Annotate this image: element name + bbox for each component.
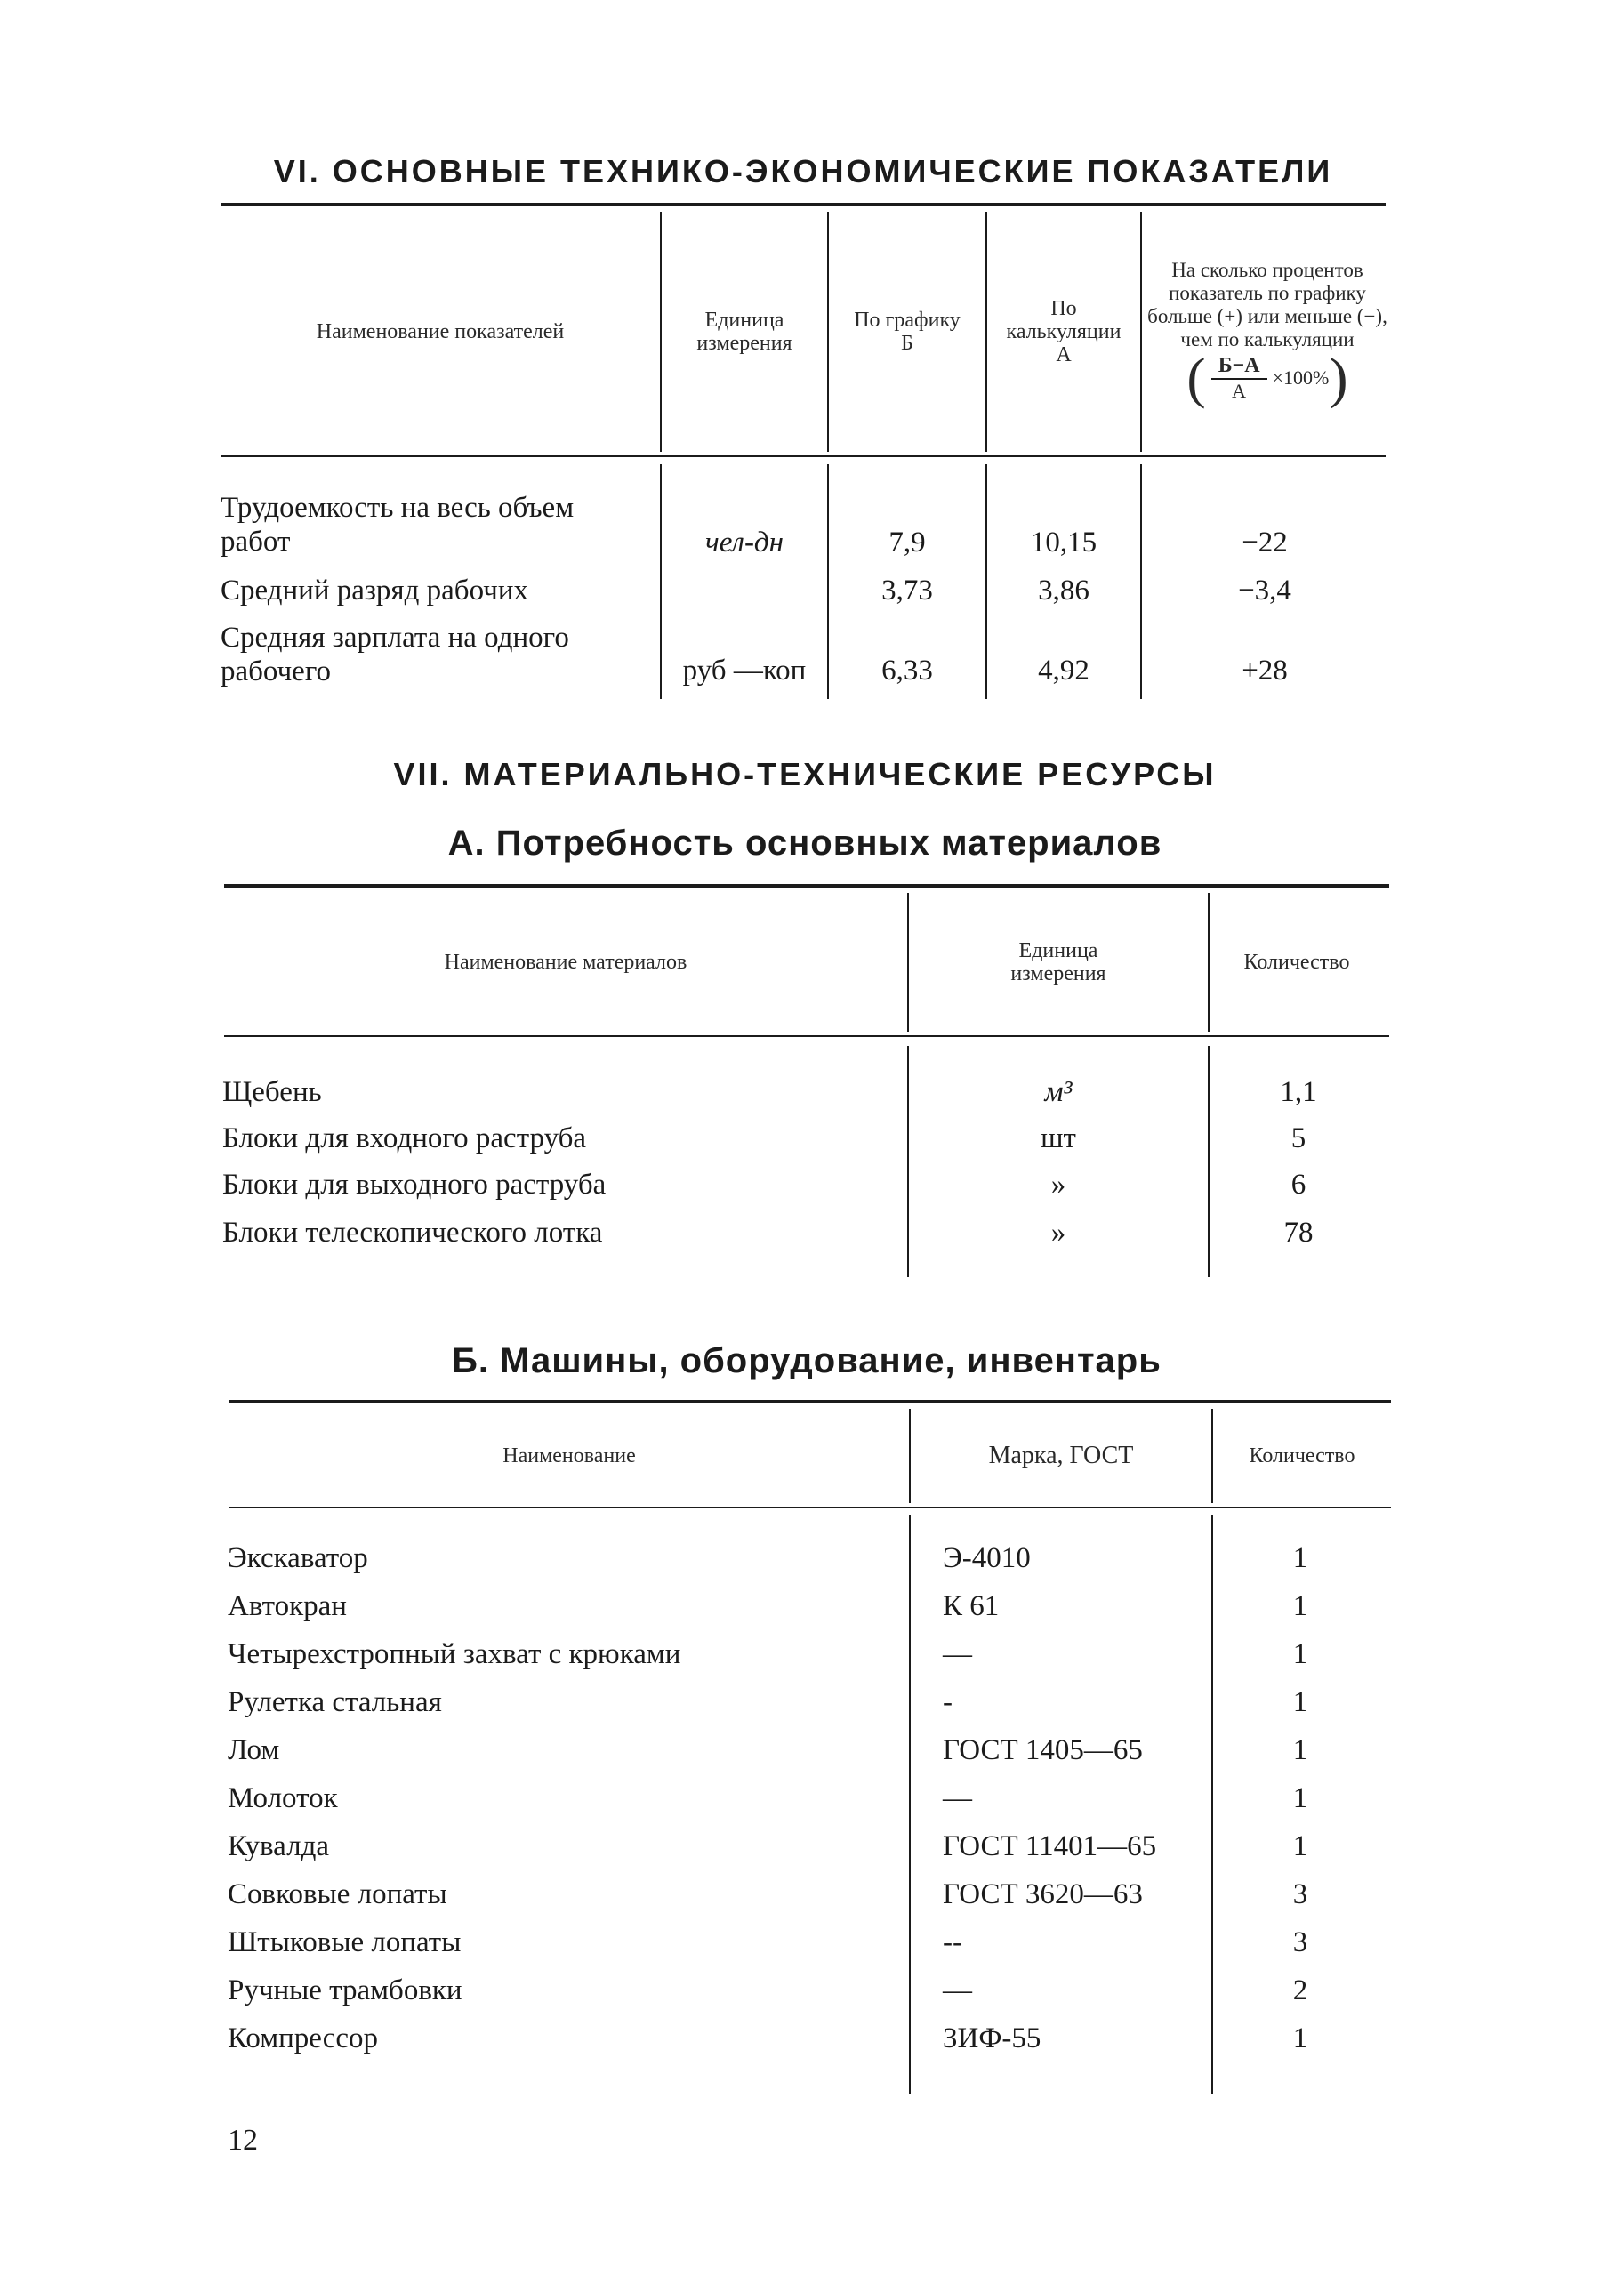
row-label: Компрессор [228, 2022, 379, 2054]
row-qty [1213, 1731, 1387, 1770]
formula-paren: ) [1329, 346, 1348, 409]
mark-value: ГОСТ 1405—65 [943, 1734, 1143, 1766]
header-label: На сколько процентов показатель по графику больше (+) или меньше (−), чем по калькуляции [1147, 259, 1387, 350]
row-unit [909, 1073, 1208, 1112]
table-row [222, 1119, 898, 1158]
row-percent [1142, 651, 1387, 690]
table-a-col-divider [1208, 893, 1210, 1032]
row-label: Экскаватор [228, 1542, 368, 1574]
header-label: Единица измерения [696, 309, 792, 355]
header-label: Марка, ГОСТ [988, 1442, 1134, 1469]
schedule-value: 3,73 [881, 575, 933, 607]
row-qty [1213, 1779, 1387, 1818]
row-mark [943, 1587, 1210, 1626]
calc-value: 4,92 [1038, 655, 1089, 687]
schedule-value: 6,33 [881, 655, 933, 687]
mark-value: — [943, 1782, 972, 1814]
schedule-value: 7,9 [888, 527, 926, 559]
table-b-col-divider [1211, 1409, 1213, 1503]
row-qty [1213, 1827, 1387, 1866]
table-a-header-unit [987, 893, 1130, 1032]
row-qty [1213, 1635, 1387, 1674]
header-label: Наименование материалов [444, 951, 687, 974]
row-qty [1210, 1213, 1387, 1252]
unit-value: руб —коп [682, 655, 807, 687]
row-unit [909, 1165, 1208, 1204]
percent-value: −3,4 [1238, 575, 1291, 607]
table-vi-col-divider [985, 212, 987, 452]
subsection-a-title: А. Потребность основных материалов [447, 824, 1162, 863]
calc-value: 3,86 [1038, 575, 1089, 607]
unit-value: » [1050, 1217, 1066, 1249]
header-label: По графику Б [854, 309, 961, 355]
row-mark [943, 2019, 1210, 2058]
calc-value: 10,15 [1030, 527, 1097, 559]
row-percent [1142, 571, 1387, 610]
row-label: Блоки телескопического лотка [222, 1217, 603, 1249]
row-qty [1210, 1165, 1387, 1204]
table-row [228, 1683, 904, 1722]
header-label: По калькуляции А [1006, 297, 1122, 366]
formula-denominator: А [1232, 380, 1247, 402]
table-a-header-name [224, 893, 907, 1032]
qty-value: 1 [1292, 1590, 1308, 1622]
qty-value: 3 [1292, 1926, 1308, 1958]
qty-value: 1 [1292, 1638, 1308, 1670]
row-qty [1213, 1875, 1387, 1914]
row-mark [943, 1731, 1210, 1770]
header-label: Количество [1249, 1444, 1355, 1467]
table-row [228, 1827, 904, 1866]
row-label: Ручные трамбовки [228, 1974, 462, 2006]
row-label: Совковые лопаты [228, 1878, 447, 1910]
table-b-header-name [229, 1409, 909, 1503]
table-row [228, 1635, 904, 1674]
mark-value: - [943, 1686, 953, 1718]
section-vii-title: VII. МАТЕРИАЛЬНО-ТЕХНИЧЕСКИЕ РЕСУРСЫ [393, 756, 1217, 792]
qty-value: 1 [1292, 1782, 1308, 1814]
qty-value: 1 [1292, 1734, 1308, 1766]
formula-numerator: Б−А [1211, 353, 1267, 380]
row-label: Трудоемкость на весь объем работ [221, 492, 575, 558]
table-row [228, 2019, 904, 2058]
unit-value: шт [1041, 1122, 1076, 1154]
table-row [221, 487, 647, 562]
row-qty [1213, 2019, 1387, 2058]
table-vi-header-rule [221, 455, 1386, 457]
formula-fraction [1211, 353, 1267, 403]
subsection-b-title: Б. Машины, оборудование, инвентарь [452, 1341, 1162, 1380]
qty-value: 1,1 [1280, 1076, 1317, 1108]
qty-value: 1 [1292, 1542, 1308, 1574]
row-qty [1213, 1971, 1387, 2010]
row-label: Молоток [228, 1782, 338, 1814]
table-row [228, 1971, 904, 2010]
unit-value: » [1050, 1169, 1066, 1201]
table-a-header-rule [224, 1035, 1389, 1037]
table-vi-header-calc [1003, 212, 1124, 452]
row-mark [943, 1635, 1210, 1674]
table-vi-header-schedule [847, 212, 968, 452]
row-qty [1210, 1073, 1387, 1112]
mark-value: К 61 [943, 1590, 1000, 1622]
table-row [222, 1213, 898, 1252]
row-mark [943, 1827, 1210, 1866]
row-label: Щебень [222, 1076, 322, 1108]
row-calc [987, 571, 1140, 610]
table-vi-top-rule [221, 203, 1386, 206]
table-row [222, 1073, 898, 1112]
page-number: 12 [228, 2124, 258, 2157]
mark-value: ГОСТ 11401—65 [943, 1830, 1157, 1862]
table-row [222, 1165, 898, 1204]
header-label: Наименование [502, 1444, 636, 1467]
table-row [228, 1539, 904, 1578]
row-mark [943, 1779, 1210, 1818]
percent-value: +28 [1242, 655, 1288, 687]
row-calc [987, 523, 1140, 562]
row-unit [662, 523, 827, 562]
table-row [228, 1587, 904, 1626]
row-unit [909, 1213, 1208, 1252]
row-unit [909, 1119, 1208, 1158]
table-b-header-mark [911, 1409, 1211, 1503]
row-qty [1210, 1119, 1387, 1158]
percent-formula [1186, 346, 1348, 409]
row-label: Штыковые лопаты [228, 1926, 462, 1958]
qty-value: 78 [1283, 1217, 1314, 1249]
row-qty [1213, 1539, 1387, 1578]
qty-value: 5 [1290, 1122, 1306, 1154]
mark-value: ГОСТ 3620—63 [943, 1878, 1143, 1910]
table-vi-col-divider [827, 212, 829, 452]
qty-value: 1 [1292, 2022, 1308, 2054]
row-percent [1142, 523, 1387, 562]
percent-value: −22 [1242, 527, 1288, 559]
table-vi-header-name [221, 212, 660, 452]
table-row [228, 1875, 904, 1914]
mark-value: -- [943, 1926, 962, 1958]
row-label: Рулетка стальная [228, 1686, 442, 1718]
table-b-header-rule [229, 1507, 1391, 1508]
qty-value: 6 [1290, 1169, 1306, 1201]
qty-value: 3 [1292, 1878, 1308, 1910]
unit-value: м³ [1044, 1076, 1073, 1108]
table-b-header-qty [1249, 1409, 1355, 1503]
table-row [228, 1779, 904, 1818]
table-row [228, 1731, 904, 1770]
qty-value: 1 [1292, 1686, 1308, 1718]
qty-value: 2 [1292, 1974, 1308, 2006]
header-label: Единица измерения [1010, 939, 1106, 985]
table-vi-col-divider [1140, 212, 1142, 452]
row-label: Четырехстропный захват с крюками [228, 1638, 681, 1670]
unit-value: чел-дн [704, 527, 784, 559]
row-mark [943, 1923, 1210, 1962]
row-label: Автокран [228, 1590, 347, 1622]
mark-value: — [943, 1638, 972, 1670]
row-unit [662, 571, 827, 610]
row-mark [943, 1971, 1210, 2010]
row-schedule [829, 523, 985, 562]
row-label: Лом [228, 1734, 280, 1766]
table-row [221, 617, 647, 692]
header-label: Количество [1243, 951, 1350, 974]
header-label: Наименование показателей [316, 320, 565, 343]
mark-value: ЗИФ-55 [943, 2022, 1041, 2054]
table-vi-header-percent [1147, 217, 1387, 446]
row-mark [943, 1875, 1210, 1914]
table-b-top-rule [229, 1400, 1391, 1403]
row-mark [943, 1683, 1210, 1722]
row-qty [1213, 1587, 1387, 1626]
formula-paren: ( [1186, 346, 1206, 409]
row-schedule [829, 651, 985, 690]
qty-value: 1 [1292, 1830, 1308, 1862]
table-vi-header-unit [678, 212, 811, 452]
row-unit [662, 651, 827, 690]
mark-value: Э-4010 [943, 1542, 1031, 1574]
row-label: Кувалда [228, 1830, 330, 1862]
row-label: Блоки для выходного раструба [222, 1169, 607, 1201]
table-vi-col-divider [660, 212, 662, 452]
table-a-col-divider [907, 893, 909, 1032]
row-qty [1213, 1683, 1387, 1722]
row-mark [943, 1539, 1210, 1578]
row-calc [987, 651, 1140, 690]
table-a-top-rule [224, 884, 1389, 888]
table-row [221, 571, 647, 610]
table-b-col-divider [909, 1515, 911, 2094]
row-schedule [829, 571, 985, 610]
row-qty [1213, 1923, 1387, 1962]
mark-value: — [943, 1974, 972, 2006]
row-label: Средний разряд рабочих [221, 575, 528, 607]
row-label: Блоки для входного раструба [222, 1122, 587, 1154]
table-row [228, 1923, 904, 1962]
table-a-header-qty [1243, 893, 1350, 1032]
section-vi-title: VI. ОСНОВНЫЕ ТЕХНИКО-ЭКОНОМИЧЕСКИЕ ПОКАЗАТЕЛИ [273, 153, 1333, 189]
formula-multiplier: ×100% [1272, 366, 1330, 389]
row-label: Средняя зарплата на одного рабочего [221, 622, 569, 687]
